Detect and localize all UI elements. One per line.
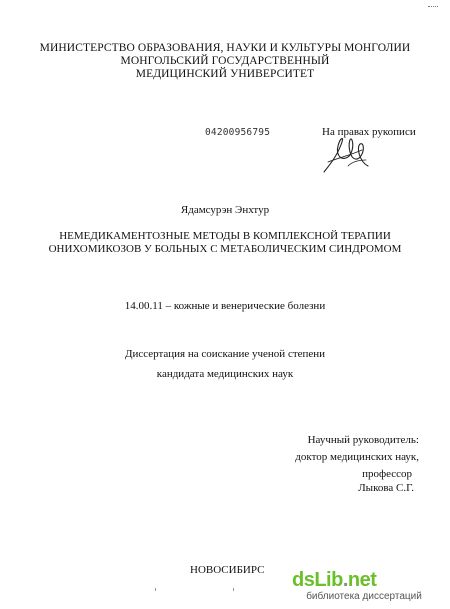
logo-main-text: dsLib (292, 569, 343, 591)
university-heading-line1: МОНГОЛЬСКИЙ ГОСУДАРСТВЕННЫЙ (120, 55, 330, 67)
city-name: НОВОСИБИРС (190, 564, 265, 576)
scan-tick (155, 588, 156, 591)
rights-note: На правах рукописи (322, 126, 416, 138)
handwritten-signature (318, 132, 378, 178)
degree-line1: Диссертация на соискание ученой степени (124, 348, 326, 360)
university-heading-line2: МЕДИЦИНСКИЙ УНИВЕРСИТЕТ (135, 68, 315, 80)
dissertation-title-line1: НЕМЕДИКАМЕНТОЗНЫЕ МЕТОДЫ В КОМПЛЕКСНОЙ ТЕРАПИИ (59, 230, 391, 242)
specialty-code: 14.00.11 – кожные и венерические болезни (124, 300, 326, 312)
degree-line2: кандидата медицинских наук (156, 368, 294, 380)
supervisor-degree: доктор медицинских наук, (295, 451, 419, 463)
dissertation-title-line2: ОНИХОМИКОЗОВ У БОЛЬНЫХ С МЕТАБОЛИЧЕСКИМ СИНДРОМОМ (48, 243, 402, 255)
ministry-heading: МИНИСТЕРСТВО ОБРАЗОВАНИЯ, НАУКИ И КУЛЬТУРЫ МОНГОЛИИ (39, 42, 411, 54)
dslib-logo (292, 569, 376, 592)
supervisor-name: Лыкова С.Г. (358, 482, 414, 494)
author-name: Ядамсурэн Энхтур (180, 204, 270, 216)
logo-tld-text: net (347, 569, 377, 591)
supervisor-title: профессор (362, 468, 412, 480)
dslib-watermark[interactable] (284, 567, 444, 607)
logo-dot: . (342, 569, 348, 591)
corner-mark (428, 0, 438, 7)
stamp-number: 04200956795 (205, 127, 271, 138)
watermark-subtitle: библиотека диссертаций (306, 591, 422, 602)
supervisor-role: Научный руководитель: (307, 434, 419, 446)
scan-tick (233, 588, 234, 591)
